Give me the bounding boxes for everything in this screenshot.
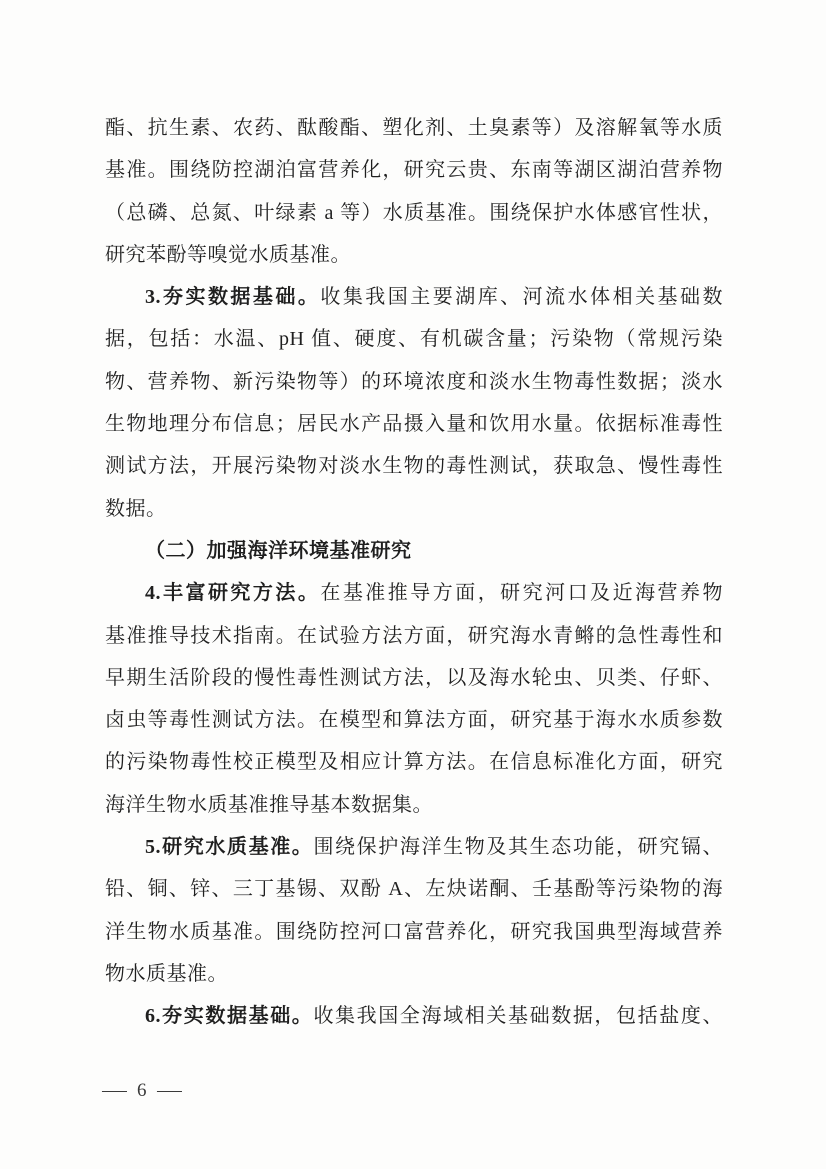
text-line xyxy=(105,234,723,276)
text-line xyxy=(105,192,723,234)
para-continuation-freshwater-criteria xyxy=(105,107,723,276)
text-run: 海洋生物水质基准推导基本数据集。 xyxy=(105,793,433,816)
text-run: 测试方法，开展污染物对淡水生物的毒性测试，获取急、慢性毒性 xyxy=(105,455,723,478)
para-item-6-data-foundation xyxy=(105,995,723,1037)
heading-section-2-marine-criteria xyxy=(105,530,723,572)
text-line xyxy=(105,953,723,995)
text-run: （总磷、总氮、叶绿素 a 等）水质基准。围绕保护水体感官性状， xyxy=(105,201,723,224)
text-line xyxy=(105,911,723,953)
text-line xyxy=(105,361,723,403)
text-run: 围绕保护海洋生物及其生态功能，研究镉、 xyxy=(313,836,723,859)
text-line xyxy=(105,107,723,149)
text-line xyxy=(105,699,723,741)
text-run: 早期生活阶段的慢性毒性测试方法，以及海水轮虫、贝类、仔虾、 xyxy=(105,666,723,689)
text-line xyxy=(105,615,723,657)
text-run: 研究苯酚等嗅觉水质基准。 xyxy=(105,243,351,266)
text-line xyxy=(105,995,723,1037)
bold-lead: （二）加强海洋环境基准研究 xyxy=(145,539,412,562)
bold-lead: 4.丰富研究方法。 xyxy=(145,582,321,605)
text-run: 数据。 xyxy=(105,497,167,520)
text-line xyxy=(105,403,723,445)
text-line xyxy=(105,741,723,783)
text-line xyxy=(105,149,723,191)
page-number: 6 xyxy=(137,1080,147,1101)
para-item-5-water-quality-criteria xyxy=(105,826,723,995)
text-line xyxy=(105,784,723,826)
text-run: 洋生物水质基准。围绕防控河口富营养化，研究我国典型海域营养 xyxy=(105,920,723,943)
text-run: 收集我国主要湖库、河流水体相关基础数 xyxy=(320,286,723,309)
bold-lead: 6.夯实数据基础。 xyxy=(145,1005,314,1028)
footer-right-dash: — xyxy=(156,1080,182,1101)
text-run: 物、营养物、新污染物等）的环境浓度和淡水生物毒性数据；淡水 xyxy=(105,370,723,393)
text-line xyxy=(105,445,723,487)
text-run: 的污染物毒性校正模型及相应计算方法。在信息标准化方面，研究 xyxy=(105,751,723,774)
footer-left-dash: — xyxy=(102,1080,127,1101)
text-run: 酯、抗生素、农药、酞酸酯、塑化剂、土臭素等）及溶解氧等水质 xyxy=(105,117,723,139)
text-run: 基准推导技术指南。在试验方法方面，研究海水青鳉的急性毒性和 xyxy=(105,624,723,647)
para-item-3-data-foundation xyxy=(105,276,723,530)
bold-lead: 3.夯实数据基础。 xyxy=(145,286,321,309)
text-run: 在基准推导方面，研究河口及近海营养物 xyxy=(320,582,723,605)
text-run: 基准。围绕防控湖泊富营养化，研究云贵、东南等湖区湖泊营养物 xyxy=(105,159,723,182)
text-line xyxy=(105,276,723,318)
text-line xyxy=(105,530,723,572)
text-line xyxy=(105,868,723,910)
text-line xyxy=(105,318,723,360)
text-run: 据，包括：水温、pH 值、硬度、有机碳含量；污染物（常规污染 xyxy=(105,328,723,351)
text-run: 物水质基准。 xyxy=(105,962,228,985)
text-line xyxy=(105,488,723,530)
text-line xyxy=(105,826,723,868)
text-line xyxy=(105,572,723,614)
page-footer xyxy=(102,1078,182,1104)
text-run: 铅、铜、锌、三丁基锡、双酚 A、左炔诺酮、壬基酚等污染物的海 xyxy=(105,878,723,901)
bold-lead: 5.研究水质基准。 xyxy=(145,836,314,859)
text-run: 收集我国全海域相关基础数据，包括盐度、 xyxy=(313,1005,723,1028)
text-run: 卤虫等毒性测试方法。在模型和算法方面，研究基于海水水质参数 xyxy=(105,709,723,732)
text-run: 生物地理分布信息；居民水产品摄入量和饮用水量。依据标准毒性 xyxy=(105,413,723,436)
para-item-4-research-methods xyxy=(105,572,723,826)
document-body xyxy=(105,107,723,1038)
text-line xyxy=(105,657,723,699)
